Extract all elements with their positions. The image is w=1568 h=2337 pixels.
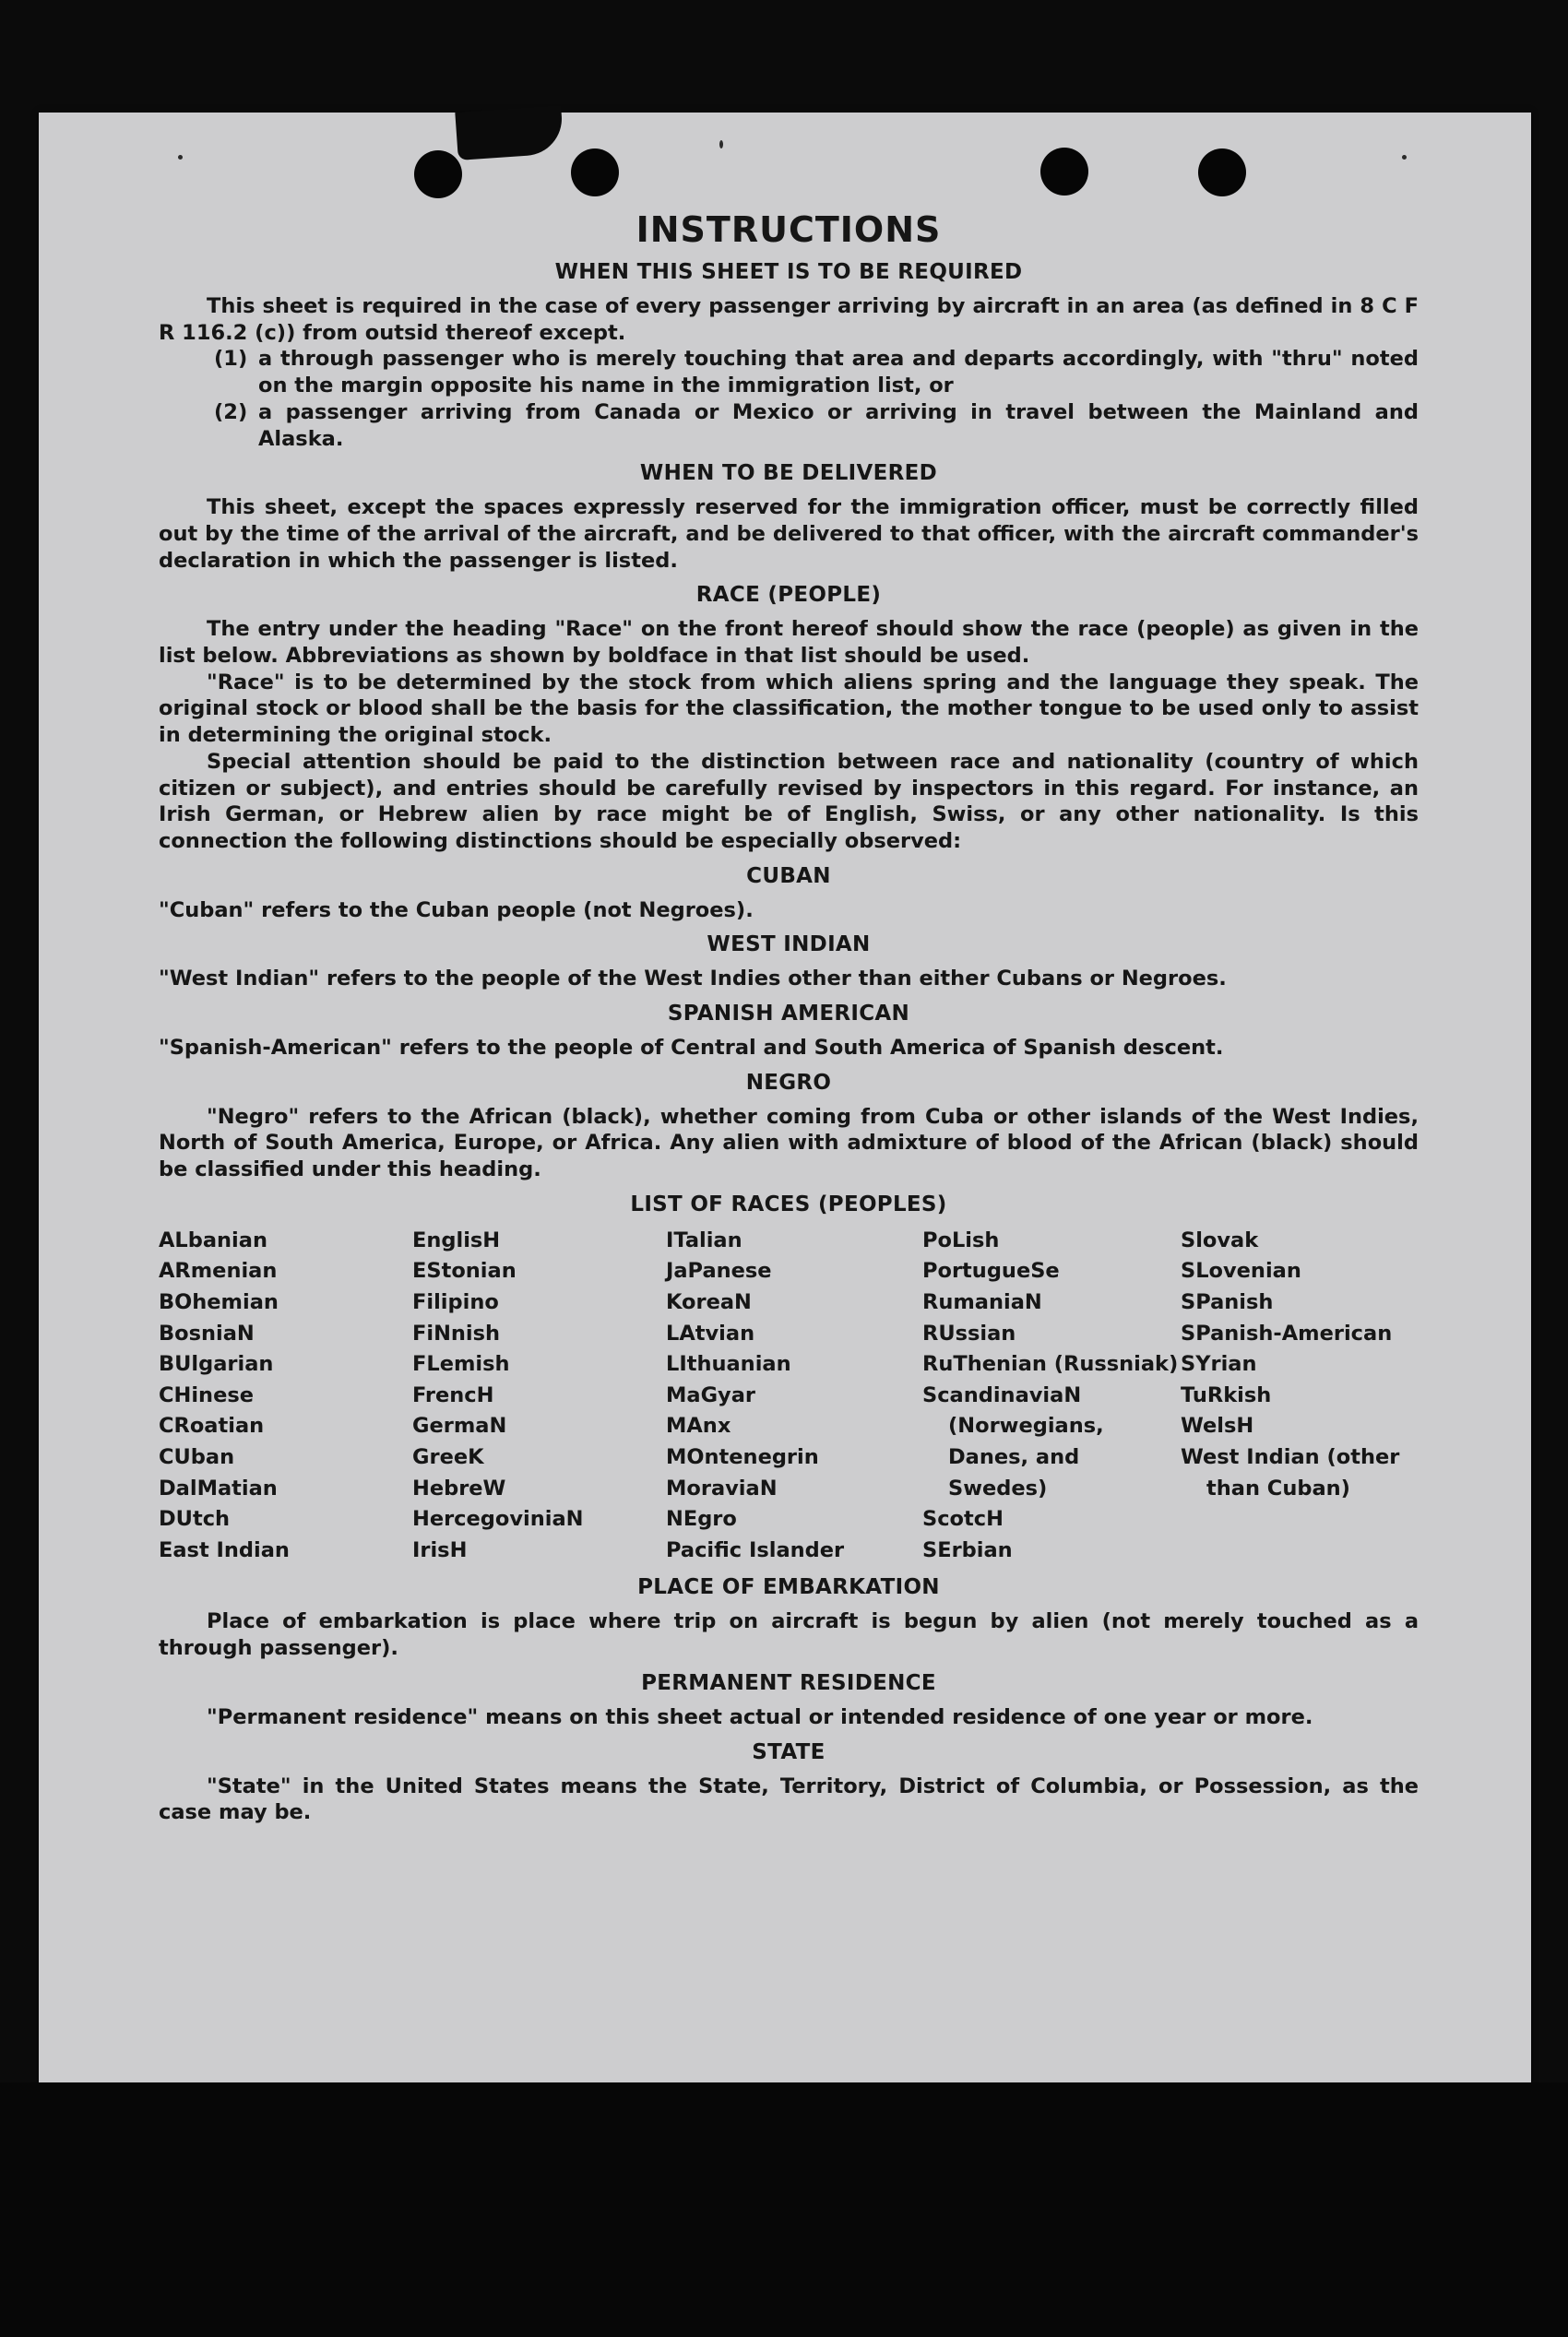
race-item: ScandinaviaN (Norwegians, Danes, and Swedes) — [922, 1382, 1104, 1501]
race-item: BosniaN — [159, 1321, 255, 1346]
section-heading-delivered: WHEN TO BE DELIVERED — [639, 461, 938, 486]
section-heading-west-indian: WEST INDIAN — [707, 932, 871, 957]
race-item: SLovenian — [1181, 1259, 1301, 1284]
race-item: RUssian — [922, 1321, 1016, 1346]
race-item: FiNnish — [412, 1321, 501, 1346]
race-item: GermaN — [412, 1414, 507, 1439]
race-item: GreeK — [412, 1445, 484, 1470]
punch-hole — [571, 148, 619, 196]
race-item: CRoatian — [159, 1414, 265, 1439]
race-item: SPanish-American — [1181, 1321, 1393, 1346]
section-heading-required: WHEN THIS SHEET IS TO BE REQUIRED — [554, 260, 1023, 284]
race-item: MOntenegrin — [666, 1445, 819, 1470]
punch-hole — [1198, 148, 1246, 196]
race-item: JaPanese — [666, 1259, 772, 1284]
delivered-text: This sheet, except the spaces expressly reserved for the immigration officer, must be correctly filled out by the time of the arrival of the aircraft, and be delivered to that officer, with the aircraft commander's declaration in which the passenger is listed. — [159, 495, 1419, 573]
race-item: DUtch — [159, 1507, 231, 1532]
race-item: DalMatian — [159, 1476, 278, 1501]
scan-speck — [719, 140, 723, 148]
race-item: MoraviaN — [666, 1476, 778, 1501]
races-column — [159, 1226, 412, 1567]
race-item: ITalian — [666, 1228, 742, 1252]
negro-text: "Negro" refers to the African (black), whether coming from Cuba or other islands of the West Indies, North of South America, Europe, or Africa. Any alien with admixture of blood of the African (black) should be classified under this heading. — [159, 1104, 1419, 1182]
race-item: RumaniaN — [922, 1290, 1042, 1315]
race-item: NEgro — [666, 1507, 737, 1532]
scan-speck — [1402, 155, 1407, 160]
exceptions-list — [159, 346, 1419, 452]
races-column — [922, 1226, 1181, 1567]
race-item: ScotcH — [922, 1507, 1004, 1532]
race-item: MAnx — [666, 1414, 731, 1439]
race-item: FLemish — [412, 1352, 510, 1377]
race-item: HebreW — [412, 1476, 506, 1501]
section-heading-race: RACE (PEOPLE) — [695, 583, 882, 608]
race-item: MaGyar — [666, 1382, 755, 1407]
page-title: INSTRUCTIONS — [636, 209, 942, 250]
section-heading-cuban: CUBAN — [746, 863, 831, 888]
race-item: EStonian — [412, 1259, 517, 1284]
section-heading-negro: NEGRO — [745, 1070, 832, 1095]
section-heading-races-list: LIST OF RACES (PEOPLES) — [630, 1192, 947, 1216]
race-item: RuThenian (Russniak) — [922, 1352, 1179, 1377]
section-heading-residence: PERMANENT RESIDENCE — [641, 1670, 936, 1695]
instructions-content — [159, 207, 1419, 1826]
section-heading-embarkation: PLACE OF EMBARKATION — [637, 1575, 940, 1600]
race-item: Slovak — [1181, 1228, 1259, 1252]
spanish-american-text: "Spanish-American" refers to the people of Central and South America of Spanish descent. — [159, 1036, 1224, 1061]
residence-text: "Permanent residence" means on this sheet actual or intended residence of one year or more. — [207, 1704, 1313, 1729]
race-item: LIthuanian — [666, 1352, 791, 1377]
races-list — [159, 1226, 1419, 1567]
embarkation-text: Place of embarkation is place where trip on aircraft is begun by alien (not merely touched as a through passenger). — [159, 1609, 1419, 1661]
races-column — [1181, 1226, 1419, 1567]
race-item: IrisH — [412, 1537, 468, 1562]
punch-hole — [1040, 148, 1088, 196]
race-item: KoreaN — [666, 1290, 752, 1315]
race-item: West Indian (other than Cuban) — [1181, 1445, 1400, 1501]
scan-background — [0, 2082, 1568, 2337]
race-item: SErbian — [922, 1537, 1013, 1562]
race-item: FrencH — [412, 1382, 494, 1407]
race-item: CUban — [159, 1445, 235, 1470]
race-item: BUlgarian — [159, 1352, 274, 1377]
race-paragraph: The entry under the heading "Race" on the front hereof should show the race (people) as given in the list below. Abbreviations as shown by boldface in that list should be used. — [159, 617, 1419, 669]
race-item: PortugueSe — [922, 1259, 1060, 1284]
race-item: CHinese — [159, 1382, 254, 1407]
race-item: HercegoviniaN — [412, 1507, 584, 1532]
race-paragraph: Special attention should be paid to the distinction between race and nationality (country of which citizen or subject), and entries should be carefully revised by inspectors in this regard. For instance, an Irish German, or Hebrew alien by race might be of English, Swiss, or any other nationality. Is this connection the following distinctions should be especially observed: — [159, 749, 1419, 853]
state-text: "State" in the United States means the State, Territory, District of Columbia, or Possession, as the case may be. — [159, 1774, 1419, 1825]
scan-speck — [178, 155, 183, 160]
race-item: LAtvian — [666, 1321, 755, 1346]
race-item: BOhemian — [159, 1290, 279, 1315]
punch-hole — [414, 150, 462, 198]
race-item: SPanish — [1181, 1290, 1274, 1315]
section-heading-state: STATE — [752, 1739, 826, 1764]
exception-item: (2) a passenger arriving from Canada or Mexico or arriving in travel between the Mainland and Alaska. — [214, 399, 1419, 451]
race-item: ARmenian — [159, 1259, 278, 1284]
race-item: EnglisH — [412, 1228, 501, 1252]
races-column — [666, 1226, 922, 1567]
races-column — [412, 1226, 666, 1567]
section-heading-spanish-american: SPANISH AMERICAN — [667, 1002, 910, 1026]
race-item: East Indian — [159, 1537, 290, 1562]
race-paragraph: "Race" is to be determined by the stock from which aliens spring and the language they speak. The original stock or blood shall be the basis for the classification, the mother tongue to be used only to assist in determining the original stock. — [159, 670, 1419, 748]
required-text: This sheet is required in the case of every passenger arriving by aircraft in an area (as defined in 8 C F R 116.2 (c)) from outsid thereof except. — [159, 294, 1419, 345]
race-item: ALbanian — [159, 1228, 267, 1252]
race-item: TuRkish — [1181, 1382, 1272, 1407]
race-item: SYrian — [1181, 1352, 1257, 1377]
race-item: WelsH — [1181, 1414, 1254, 1439]
exception-item: (1) a through passenger who is merely touching that area and departs accordingly, with "thru" noted on the margin opposite his name in the immigration list, or — [214, 347, 1419, 398]
race-item: Pacific Islander — [666, 1537, 845, 1562]
west-indian-text: "West Indian" refers to the people of the West Indies other than either Cubans or Negroes. — [159, 967, 1227, 991]
race-item: PoLish — [922, 1228, 1000, 1252]
cuban-text: "Cuban" refers to the Cuban people (not Negroes). — [159, 897, 754, 922]
race-item: Filipino — [412, 1290, 499, 1315]
